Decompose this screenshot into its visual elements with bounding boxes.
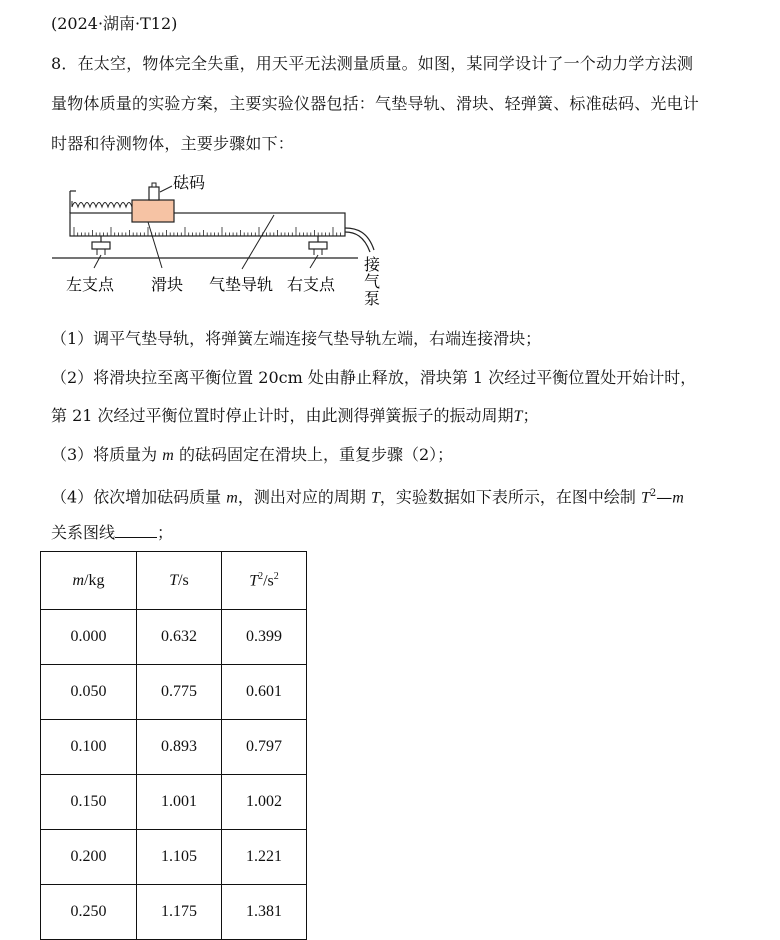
question-number: 8． <box>51 54 78 73</box>
header-period-squared: $T^2/s^2$ <box>222 552 307 610</box>
table-row: 0.250 1.175 1.381 <box>41 885 307 940</box>
slider-label: 滑块 <box>151 277 184 294</box>
question-line-2: 量物体质量的实验方案，主要实验仪器包括：气垫导轨、滑块、轻弹簧、标准砝码、光电计 <box>51 94 700 113</box>
right-support-label: 右支点 <box>287 277 336 294</box>
right-support-icon <box>309 242 327 249</box>
data-table <box>40 551 307 940</box>
left-support-label: 左支点 <box>66 277 115 294</box>
step-4-line-2: 关系图线 ； <box>51 523 174 542</box>
table-row: 0.200 1.105 1.221 <box>41 830 307 885</box>
weight-icon <box>149 187 159 200</box>
question-line-3: 时器和待测物体，主要步骤如下： <box>51 134 295 153</box>
header-period: T/s <box>137 552 222 610</box>
step-2-line-1: （2）将滑块拉至离平衡位置 20cm 处由静止释放，滑块第 1 次经过平衡位置处开始计时， <box>51 368 697 387</box>
step-4-line-1: （4）依次增加砝码质量 m，测出对应的周期 T，实验数据如下表所示，在图中绘制 $T^2—m$ <box>51 487 684 507</box>
left-support-icon <box>92 242 110 249</box>
table-row: 0.150 1.001 1.002 <box>41 775 307 830</box>
pump-label-2: 气 <box>364 274 381 291</box>
step-3: （3）将质量为 m 的砝码固定在滑块上，重复步骤（2）； <box>51 445 454 464</box>
question-line-1: 8．在太空，物体完全失重，用天平无法测量质量。如图，某同学设计了一个动力学方法测 <box>51 54 694 73</box>
weight-label: 砝码 <box>173 175 206 192</box>
air-track-label: 气垫导轨 <box>209 277 274 294</box>
table-row: 0.000 0.632 0.399 <box>41 610 307 665</box>
table-header-row <box>41 552 307 610</box>
air-hose-icon <box>345 228 374 250</box>
table-row: 0.050 0.775 0.601 <box>41 665 307 720</box>
pump-label-3: 泵 <box>364 291 381 308</box>
source-tag: (2024·湖南·T12) <box>51 14 178 33</box>
slider-block <box>132 200 174 222</box>
weight-pointer <box>160 186 172 192</box>
answer-blank[interactable] <box>115 523 157 538</box>
table-row: 0.100 0.893 0.797 <box>41 720 307 775</box>
header-mass: m/kg <box>41 552 137 610</box>
step-1: （1）调平气垫导轨，将弹簧左端连接气垫导轨左端，右端连接滑块； <box>51 329 542 348</box>
pump-label-1: 接 <box>364 257 381 274</box>
question-text <box>51 44 743 164</box>
air-track-diagram <box>52 170 392 310</box>
step-2-line-2: 第 21 次经过平衡位置时停止计时，由此测得弹簧振子的振动周期T； <box>51 406 539 425</box>
